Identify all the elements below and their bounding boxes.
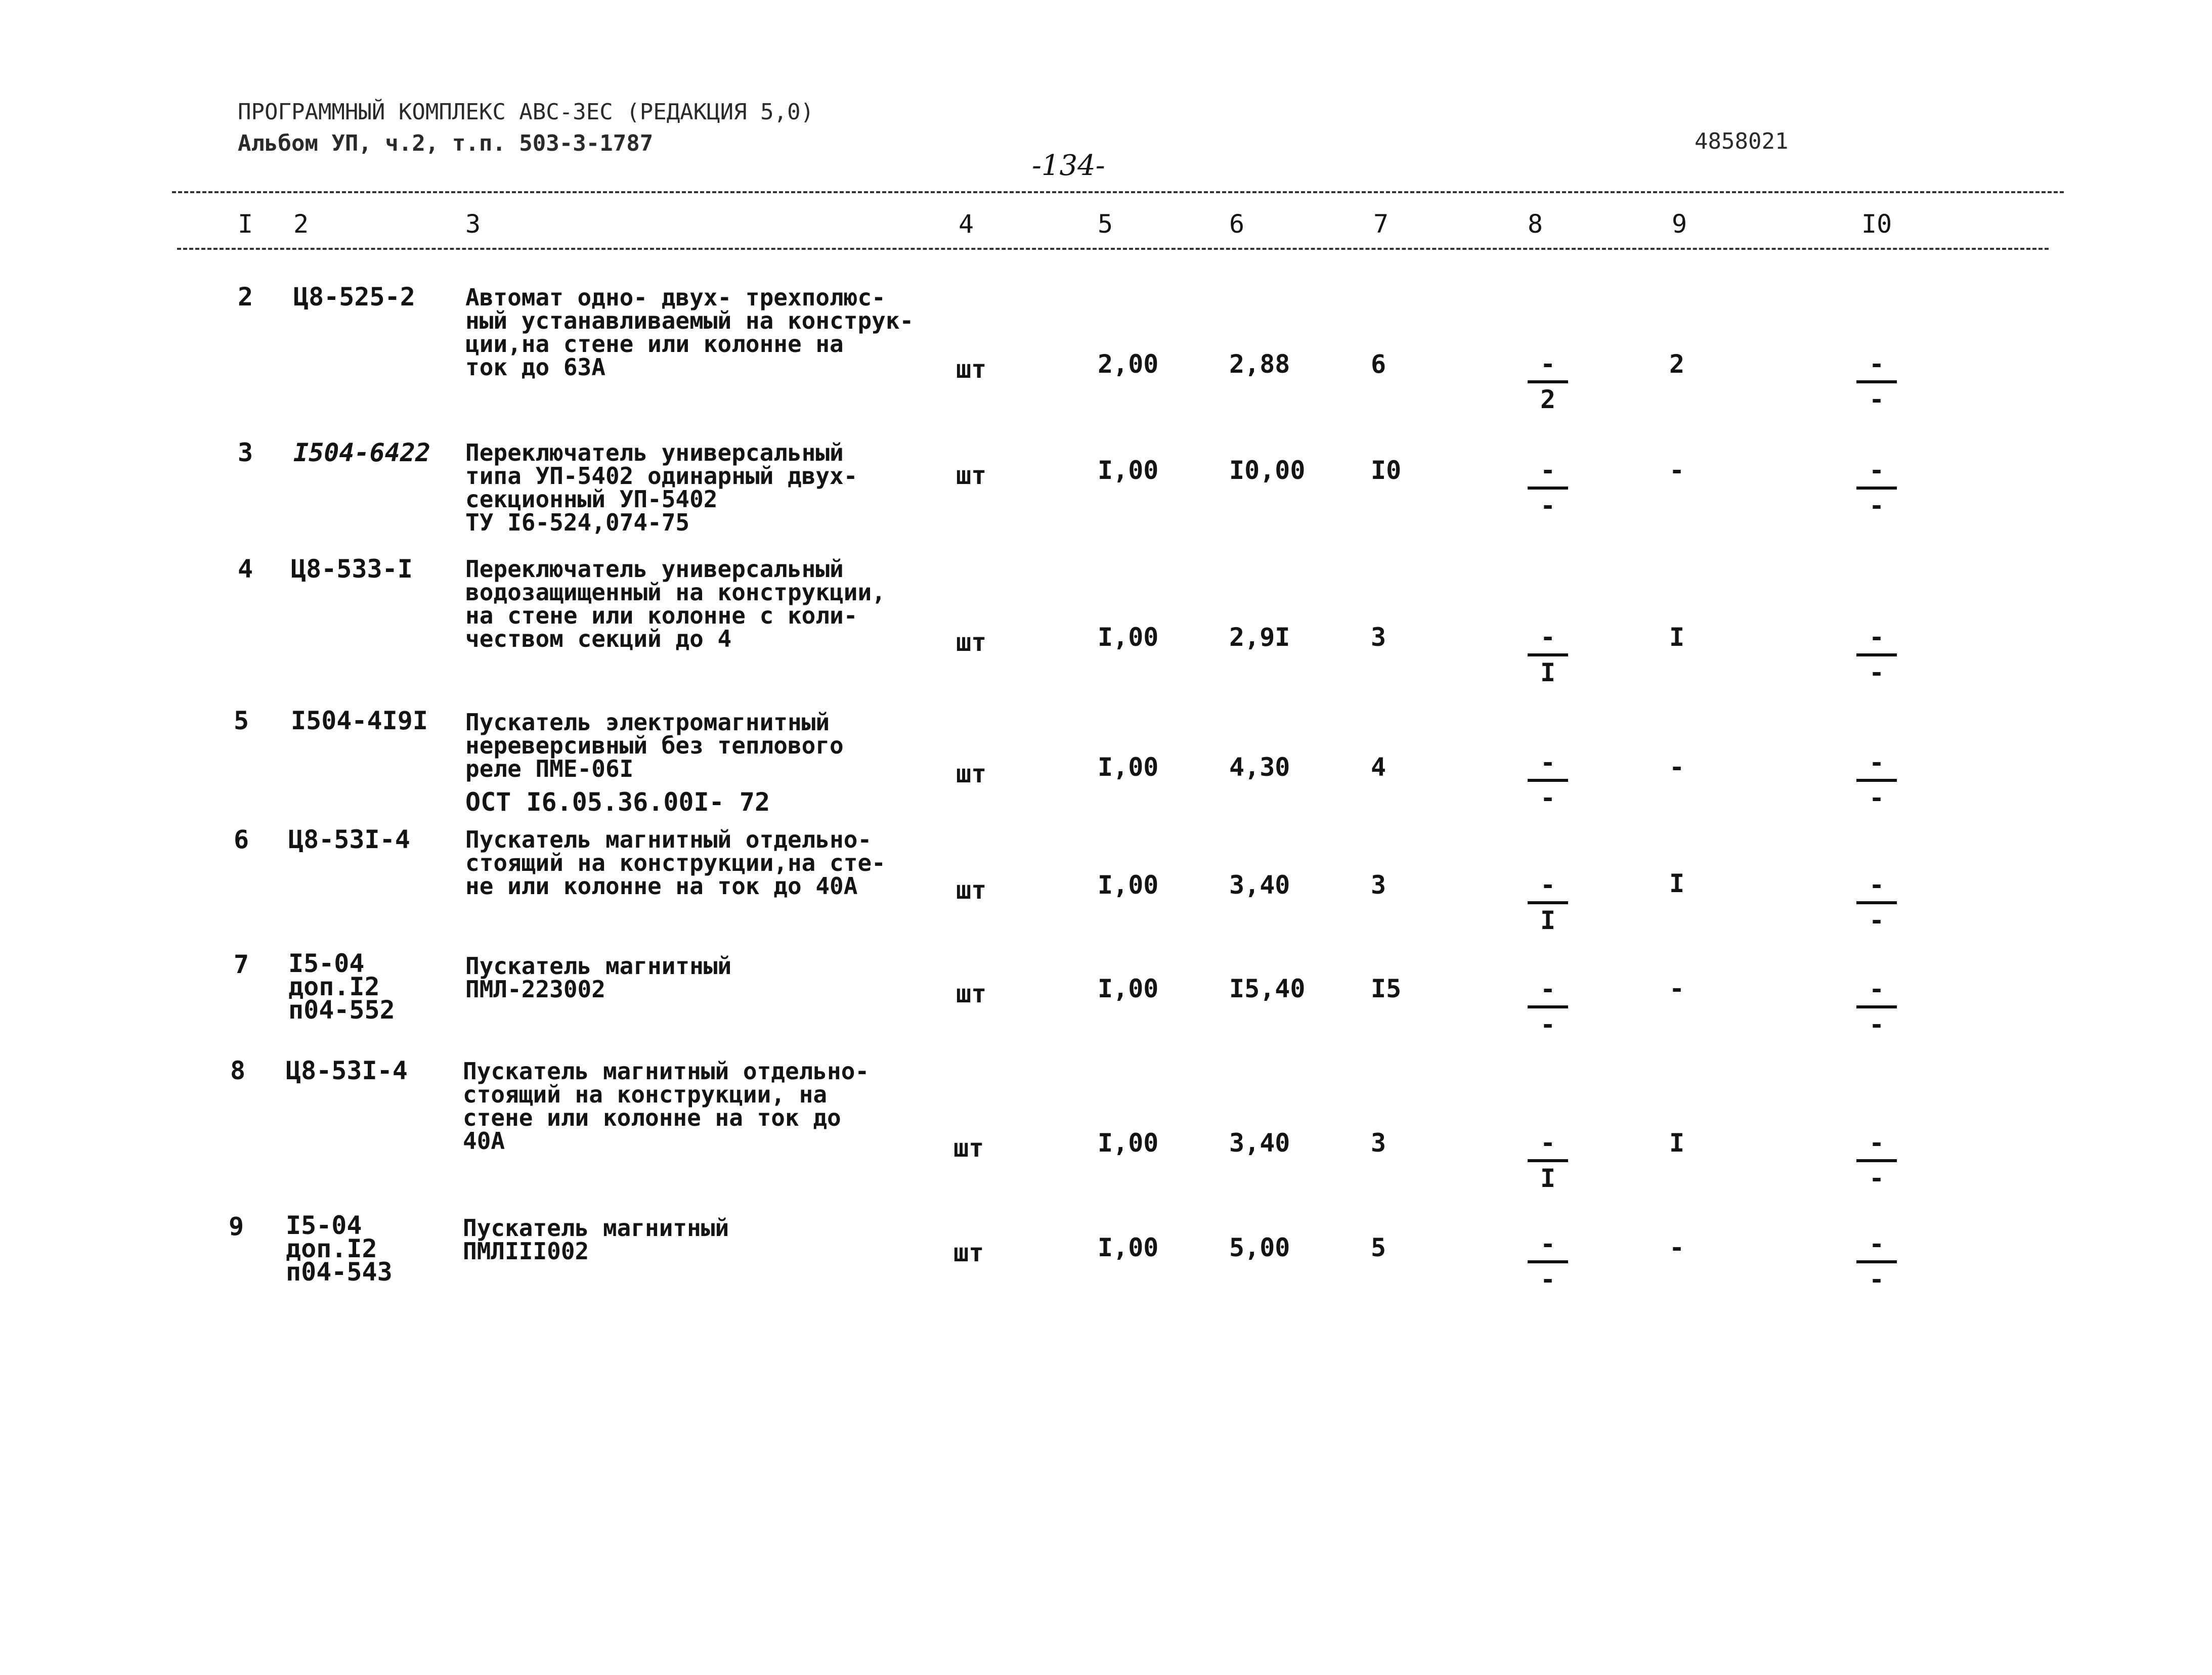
column-header: 2 [293, 209, 309, 239]
header-rule-top [172, 191, 2064, 193]
total-cost: 6 [1371, 349, 1386, 379]
item-standard: ОСТ I6.05.36.00I- 72 [465, 787, 770, 817]
quantity: I,00 [1098, 974, 1159, 1003]
fraction-top: - [1540, 748, 1556, 777]
quantity: I,00 [1098, 870, 1159, 900]
column-header: I0 [1861, 209, 1892, 239]
price-code: Ц8-533-I [291, 554, 413, 584]
unit-price: 4,30 [1229, 753, 1290, 782]
price-code: I5-04 доп.I2 п04-543 [286, 1211, 393, 1287]
row-number: 4 [238, 554, 253, 584]
column-header: 4 [959, 209, 974, 239]
column-10-fraction [1856, 1230, 1897, 1294]
fraction-bottom: I [1540, 658, 1556, 687]
row-number: 8 [230, 1056, 246, 1085]
unit: шт [956, 979, 987, 1008]
column-header: 5 [1098, 209, 1113, 239]
fraction-bottom: I [1540, 906, 1556, 935]
fraction-bottom: - [1869, 491, 1885, 520]
unit: шт [956, 759, 987, 788]
column-10-fraction [1856, 456, 1897, 520]
column-10-fraction [1856, 1129, 1897, 1193]
unit: шт [956, 355, 987, 384]
fraction-bottom: - [1869, 385, 1885, 414]
unit: шт [956, 875, 987, 905]
unit-price: I0,00 [1229, 456, 1306, 485]
fraction-top: - [1869, 1128, 1885, 1158]
column-header: I [238, 209, 253, 239]
item-description: Переключатель универсальный типа УП-5402 одинарный двух- секционный УП-5402 ТУ I6-524,074-75 [465, 439, 858, 536]
item-description: Переключатель универсальный водозащищенный на конструкции, на стене или колонне с коли- чеством секций до 4 [465, 555, 886, 652]
column-8-fraction [1528, 748, 1568, 812]
price-code: Ц8-53I-4 [286, 1056, 408, 1085]
fraction-bottom: - [1540, 491, 1556, 520]
unit-price: 5,00 [1229, 1233, 1290, 1262]
fraction-bottom: - [1869, 783, 1885, 813]
column-8-fraction [1528, 456, 1568, 520]
item-description: Пускатель магнитный отдельно- стоящий на конструкции,на сте- не или колонне на ток до 40А [465, 826, 886, 900]
column-10-fraction [1856, 350, 1897, 414]
quantity: I,00 [1098, 623, 1159, 652]
column-8-fraction [1528, 350, 1568, 414]
total-cost: 3 [1371, 623, 1386, 652]
fraction-bottom: - [1869, 658, 1885, 687]
column-9-value: - [1669, 456, 1685, 485]
fraction-top: - [1869, 623, 1885, 652]
price-code: Ц8-53I-4 [288, 825, 410, 854]
unit: шт [953, 1133, 984, 1163]
album-reference: Альбом УП, ч.2, т.п. 503-3-1787 [238, 130, 654, 156]
fraction-top: - [1540, 975, 1556, 1004]
row-number: 2 [238, 282, 253, 312]
column-9-value: - [1669, 974, 1685, 1003]
total-cost: 3 [1371, 870, 1386, 900]
fraction-top: - [1869, 870, 1885, 900]
fraction-bottom: - [1869, 1164, 1885, 1193]
column-header: 7 [1373, 209, 1389, 239]
unit: шт [956, 461, 987, 490]
column-9-value: 2 [1669, 349, 1685, 379]
fraction-top: - [1869, 748, 1885, 777]
column-10-fraction [1856, 975, 1897, 1039]
price-code: I504-4I9I [291, 706, 428, 735]
column-header: 8 [1528, 209, 1543, 239]
column-9-value: - [1669, 753, 1685, 782]
fraction-bottom: - [1540, 783, 1556, 813]
unit-price: 2,88 [1229, 349, 1290, 379]
fraction-top: - [1869, 1229, 1885, 1259]
fraction-top: - [1869, 349, 1885, 379]
fraction-top: - [1869, 975, 1885, 1004]
column-9-value: I [1669, 1128, 1685, 1158]
column-9-value: - [1669, 1233, 1685, 1262]
fraction-top: - [1540, 1229, 1556, 1259]
row-number: 5 [234, 706, 249, 735]
price-code: I504-6422 [293, 438, 430, 467]
item-description: Пускатель магнитный отдельно- стоящий на конструкции, на стене или колонне на ток до 40А [463, 1057, 870, 1155]
row-number: 6 [234, 825, 249, 854]
total-cost: 4 [1371, 753, 1386, 782]
quantity: I,00 [1098, 456, 1159, 485]
fraction-bottom: - [1869, 906, 1885, 935]
fraction-top: - [1540, 870, 1556, 900]
column-8-fraction [1528, 623, 1568, 687]
item-description: Пускатель магнитный ПМЛIII002 [463, 1214, 729, 1265]
fraction-bottom: - [1869, 1010, 1885, 1039]
program-title: ПРОГРАММНЫЙ КОМПЛЕКС АВС-ЗЕС (РЕДАКЦИЯ 5,0) [238, 99, 814, 125]
page-number: -134- [1032, 149, 1105, 182]
item-description: Пускатель электромагнитный нереверсивный без теплового реле ПМЕ-06I [465, 709, 844, 782]
column-header: 6 [1229, 209, 1245, 239]
quantity: I,00 [1098, 1128, 1159, 1158]
fraction-bottom: 2 [1540, 385, 1556, 414]
column-header: 3 [465, 209, 481, 239]
fraction-bottom: - [1540, 1010, 1556, 1039]
column-10-fraction [1856, 748, 1897, 812]
column-10-fraction [1856, 623, 1897, 687]
fraction-bottom: - [1869, 1265, 1885, 1294]
fraction-bottom: I [1540, 1164, 1556, 1193]
quantity: 2,00 [1098, 349, 1159, 379]
unit-price: 3,40 [1229, 1128, 1290, 1158]
unit: шт [956, 628, 987, 657]
price-code: I5-04 доп.I2 п04-552 [288, 949, 395, 1025]
fraction-top: - [1540, 456, 1556, 485]
column-header: 9 [1672, 209, 1687, 239]
header-rule-bottom [177, 248, 2049, 250]
total-cost: 5 [1371, 1233, 1386, 1262]
unit-price: 3,40 [1229, 870, 1290, 900]
column-9-value: I [1669, 869, 1685, 898]
quantity: I,00 [1098, 1233, 1159, 1262]
unit: шт [953, 1238, 984, 1267]
column-8-fraction [1528, 1129, 1568, 1193]
price-code: Ц8-525-2 [293, 282, 415, 312]
quantity: I,00 [1098, 753, 1159, 782]
column-10-fraction [1856, 871, 1897, 935]
unit-price: 2,9I [1229, 623, 1290, 652]
row-number: 3 [238, 438, 253, 467]
total-cost: I5 [1371, 974, 1402, 1003]
total-cost: I0 [1371, 456, 1402, 485]
unit-price: I5,40 [1229, 974, 1306, 1003]
fraction-top: - [1540, 623, 1556, 652]
total-cost: 3 [1371, 1128, 1386, 1158]
column-9-value: I [1669, 623, 1685, 652]
row-number: 9 [229, 1212, 244, 1241]
row-number: 7 [234, 950, 249, 979]
fraction-top: - [1540, 1128, 1556, 1158]
column-8-fraction [1528, 975, 1568, 1039]
document-number: 4858021 [1695, 128, 1789, 154]
fraction-top: - [1540, 349, 1556, 379]
column-8-fraction [1528, 871, 1568, 935]
item-description: Автомат одно- двух- трехполюс- ный устанавливаемый на конструк- ции,на стене или колонне на ток до 63А [465, 284, 914, 381]
fraction-top: - [1869, 456, 1885, 485]
column-8-fraction [1528, 1230, 1568, 1294]
item-description: Пускатель магнитный ПМЛ-223002 [465, 952, 732, 1003]
fraction-bottom: - [1540, 1265, 1556, 1294]
